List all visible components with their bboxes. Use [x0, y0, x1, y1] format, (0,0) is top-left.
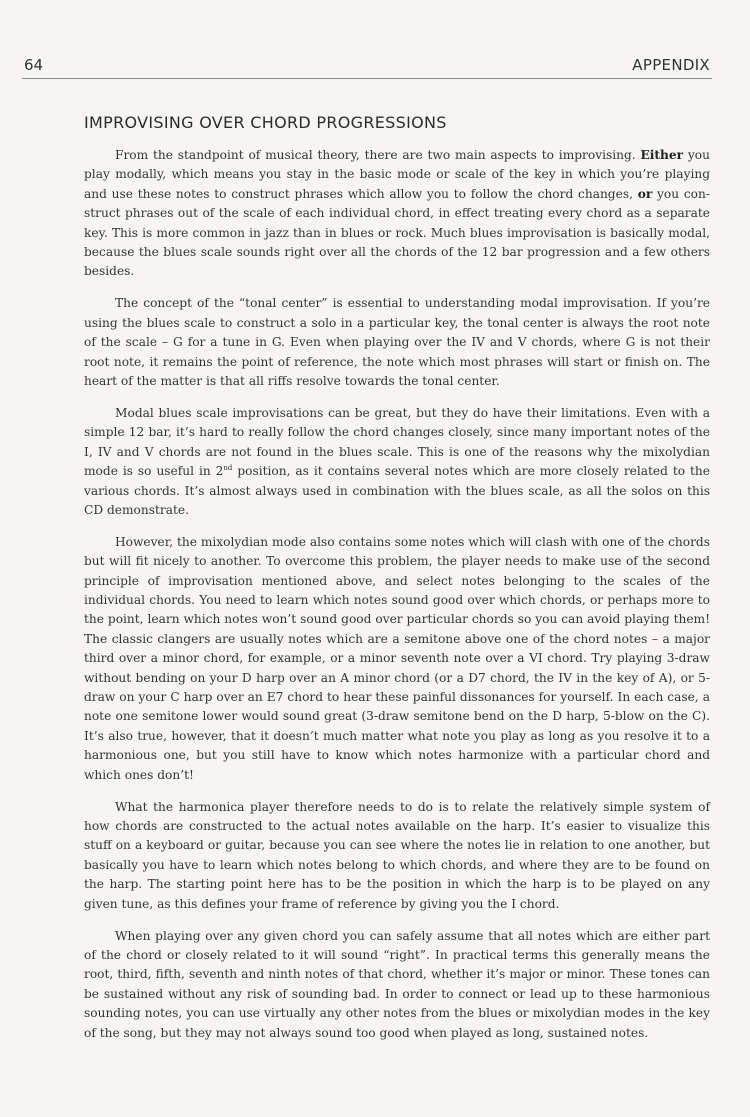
- paragraph-1-text-e: you construct phrases out of the scale of each individual chord, in effect treating every chord as a separate key. This is more common in jazz than in blues or rock. Much blues improvisation is basically modal, because the blues scale sounds right over all the chords of the 12 bar progression and a few others besides.: [84, 186, 710, 279]
- paragraph-3-text-b: position, as it contains several notes which are more closely related to the various chords. It’s almost always used in combination with the blues scale, as all the solos on this CD demonstrate.: [84, 464, 710, 517]
- body-text: [84, 146, 710, 1055]
- running-head: APPENDIX: [632, 56, 710, 74]
- emphasis-either: Either: [640, 148, 684, 162]
- emphasis-or: or: [637, 186, 653, 201]
- paragraph-1-text-a: From the standpoint of musical theory, there are two main aspects to improvising.: [115, 148, 641, 162]
- paragraph-2: The concept of the “tonal center” is essential to understanding modal improvisation. If you’re using the blues scale to construct a solo in a particular key, the tonal center is always the root note of the scale – G for a tune in G. Even when playing over the IV and V chords, where G is not their root note, it remains the point of reference, the note which most phrases will start or finish on. The heart of the matter is that all riffs resolve towards the tonal center.: [84, 296, 710, 388]
- paragraph-6: When playing over any given chord you can safely assume that all notes which are either part of the chord or closely related to it will sound “right”. In practical terms this generally means the root, third, fifth, seventh and ninth notes of that chord, whether it’s major or minor. These tones can be sustained without any risk of sounding bad. In order to connect or lead up to these harmonious sounding notes, you can use virtually any other notes from the blues or mixolydian modes in the key of the song, but they may not always sound too good when played as long, sustained notes.: [84, 928, 710, 1040]
- page-header: [22, 56, 712, 79]
- paragraph-4: However, the mixolydian mode also contains some notes which will clash with one of the chords but will fit nicely to another. To overcome this problem, the player needs to make use of the second principle of improvisation mentioned above, and select notes belonging to the scales of the individual chords. You need to learn which notes sound good over which chords, or perhaps more to the point, learn which notes won’t sound good over particular chords so you can avoid playing them! The classic clangers are usually notes which are a semitone above one of the chord notes – a major third over a minor chord, for example, or a minor seventh note over a VI chord. Try playing 3-draw without bending on your D harp over an A minor chord (or a D7 chord, the IV in the key of A), or 5-draw on your C harp over an E7 chord to hear these painful dissonances for yourself. In each case, a note one semitone lower would sound great (3-draw semitone bend on the D harp, 5-blow on the C). It’s also true, however, that it doesn’t much matter what note you play as long as you resolve it to a harmonious one, but you still have to know which notes harmonize with a particular chord and which ones don’t!: [84, 534, 710, 782]
- page-number: 64: [24, 56, 44, 74]
- paragraph-3-text-a: Modal blues scale improvisations can be great, but they do have their limitations. Even with a simple 12 bar, it’s hard to really follow the chord changes closely, since many important notes of the I, IV and V chords are not found in the blues scale. This is one of the reasons why the mixolydian mode is so useful in 2: [84, 405, 710, 479]
- paragraph-1: [84, 146, 710, 282]
- section-title: IMPROVISING OVER CHORD PROGRESSIONS: [84, 113, 447, 132]
- paragraph-3: [84, 404, 710, 520]
- paragraph-1-text-c: you play modally, which means you stay in the basic mode or scale of the key in which you’re playing and use these notes to construct phrases which allow you to follow the chord changes,: [84, 148, 710, 201]
- ordinal-suffix: nd: [223, 464, 233, 473]
- paragraph-5: What the harmonica player therefore needs to do is to relate the relatively simple system of how chords are constructed to the actual notes available on the harp. It’s easier to visualize this stuff on a keyboard or guitar, because you can see where the notes lie in relation to one another, but basically you have to learn which notes belong to which chords, and where they are to be found on the harp. The starting point here has to be the position in which the harp is to be played on any given tune, as this defines your frame of reference by giving you the I chord.: [84, 799, 710, 911]
